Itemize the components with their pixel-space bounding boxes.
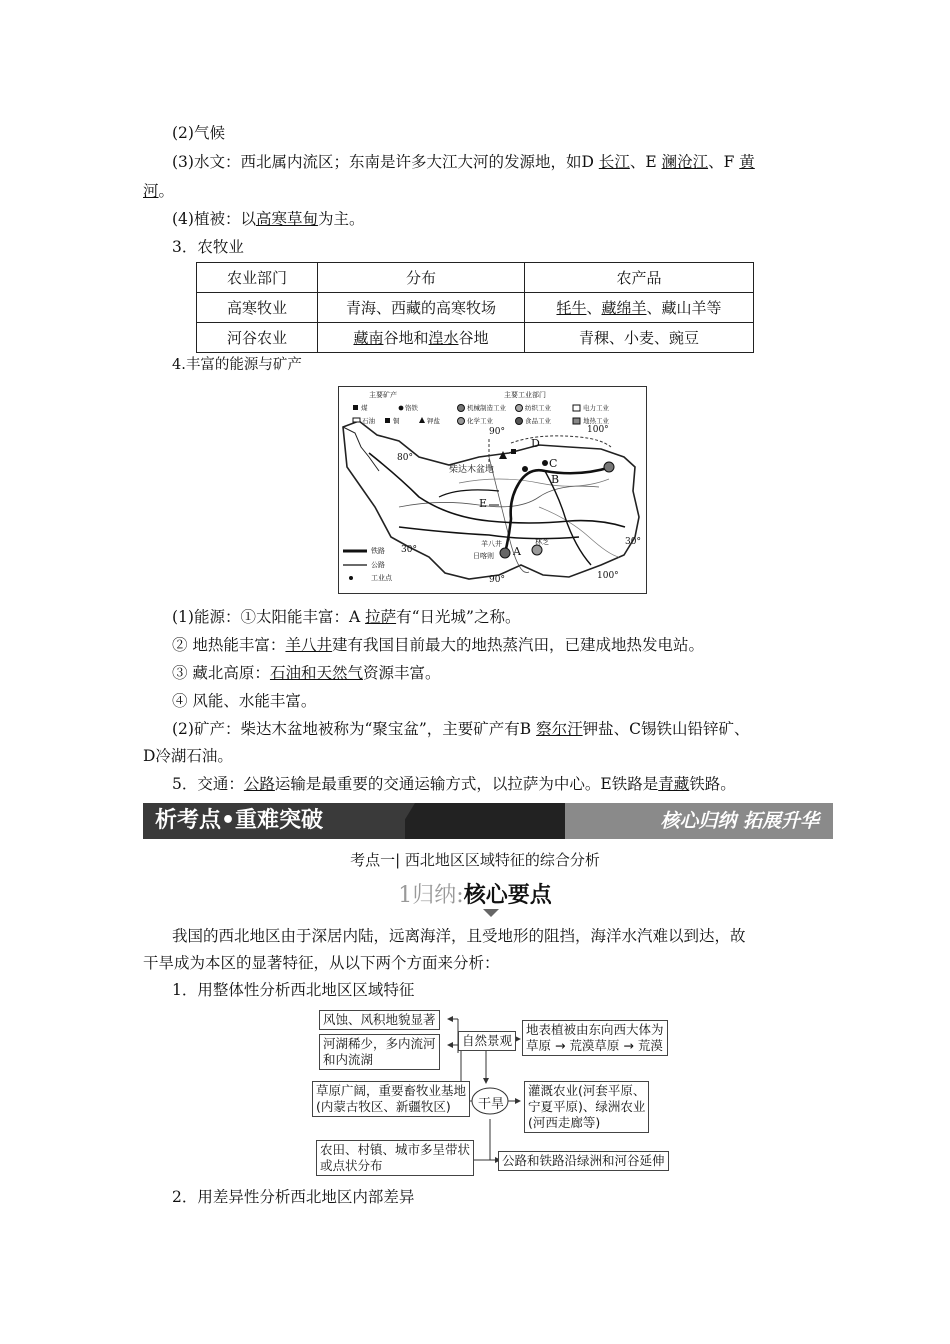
box-nature: 自然景观 xyxy=(458,1031,516,1051)
energy-2: ② 地热能丰富：羊八井建有我国目前最大的地热蒸汽田，已建成地热发电站。 xyxy=(172,636,704,654)
box-irrigation: 灌溉农业(河套平原、 宁夏平原)、绿洲农业 (河西走廊等) xyxy=(524,1081,649,1133)
legend-rail: 铁路 xyxy=(371,547,385,555)
legend-item: 石油 xyxy=(362,417,375,425)
lat-label: 30° xyxy=(625,537,641,547)
box-farmland: 农田、村镇、城市多呈带状 或点状分布 xyxy=(316,1140,474,1176)
legend-item: 机械制造工业 xyxy=(467,404,506,412)
part1-title: 1．用整体性分析西北地区区域特征 xyxy=(172,981,415,999)
banner-left: 析考点•重难突破 xyxy=(143,803,405,839)
intro-line-1: 我国的西北地区由于深居内陆，远离海洋，且受地形的阻挡，海洋水汽难以到达，故 xyxy=(172,927,746,945)
table-row xyxy=(197,293,754,323)
legend-item: 铜 xyxy=(393,417,400,425)
agri-title: 3．农牧业 xyxy=(172,238,244,256)
lon-label: 80° xyxy=(397,453,413,463)
intro-line-2: 干旱成为本区的显著特征，从以下两个方面来分析： xyxy=(143,954,500,972)
table-cell: 青稞、小麦、豌豆 xyxy=(525,323,754,353)
part2-title: 2．用差异性分析西北地区内部差异 xyxy=(172,1188,415,1206)
legend-item: 钾盐 xyxy=(427,417,440,425)
table-cell: 高寒牧业 xyxy=(197,293,318,323)
qinghai-tibet-map xyxy=(338,386,647,594)
hydrology-line: (3)水文：西北属内流区；东南是许多大江大河的发源地，如D 长江、E 澜沧江、F 黄 xyxy=(172,153,755,171)
section-banner xyxy=(143,803,833,839)
legend-minerals-title: 主要矿产 xyxy=(369,391,397,399)
energy-4: ④ 风能、水能丰富。 xyxy=(172,692,317,710)
table-row xyxy=(197,323,754,353)
energy-1: (1)能源：①太阳能丰富：A 拉萨有“日光城”之称。 xyxy=(172,608,521,626)
hydrology-line-2: 河。 xyxy=(143,182,175,200)
place-label: 日喀则 xyxy=(473,552,494,560)
vegetation-line: (4)植被：以高寒草甸为主。 xyxy=(172,210,365,228)
basin-label: 柴达木盆地 xyxy=(449,465,495,475)
table-header: 农产品 xyxy=(525,263,754,293)
energy-3: ③ 藏北高原：石油和天然气资源丰富。 xyxy=(172,664,441,682)
map-letter: A xyxy=(513,545,521,558)
table-cell: 河谷农业 xyxy=(197,323,318,353)
box-vegetation: 地表植被由东向西大体为 草原 → 荒漠草原 → 荒漠 xyxy=(522,1020,668,1056)
legend-item: 食品工业 xyxy=(525,417,551,425)
box-grazing: 草原广阔，重要畜牧业基地 (内蒙古牧区、新疆牧区) xyxy=(312,1081,470,1117)
legend-item: 纺织工业 xyxy=(525,404,551,412)
kaodian-title: 考点一| 西北地区区域特征的综合分析 xyxy=(350,851,600,869)
place-label: 羊八井 xyxy=(481,540,502,548)
diagram-center-dry: 干旱 xyxy=(478,1097,505,1112)
mineral-2: D冷湖石油。 xyxy=(143,747,233,765)
table-cell: 青海、西藏的高寒牧场 xyxy=(318,293,525,323)
box-wind-erosion: 风蚀、风积地貌显著 xyxy=(319,1010,440,1030)
lat-label: 30° xyxy=(401,545,417,555)
legend-item: 煤 xyxy=(361,404,368,412)
map-letter: B xyxy=(551,473,560,486)
legend-item: 化学工业 xyxy=(467,417,493,425)
legend-item: 铬铁 xyxy=(405,404,418,412)
banner-slant xyxy=(393,803,415,839)
down-triangle-icon xyxy=(483,909,499,917)
map-letter: E xyxy=(479,497,488,510)
box-rivers: 河湖稀少，多内流河 和内流湖 xyxy=(319,1034,440,1070)
legend-item: 电力工业 xyxy=(583,404,609,412)
guina-heading: 1归纳:核心要点 xyxy=(398,883,552,908)
mineral-1: (2)矿产：柴达木盆地被称为“聚宝盆”，主要矿产有B 察尔汗钾盐、C锡铁山铅锌矿、 xyxy=(172,720,750,738)
energy-title: 4.丰富的能源与矿产 xyxy=(172,357,302,373)
legend-road: 公路 xyxy=(371,561,385,569)
legend-industry-title: 主要工业部门 xyxy=(504,391,546,399)
agri-table xyxy=(196,262,754,353)
lon-label: 100° xyxy=(597,571,619,581)
table-header: 分布 xyxy=(318,263,525,293)
box-roads: 公路和铁路沿绿洲和河谷延伸 xyxy=(498,1151,669,1171)
place-label: 林芝 xyxy=(535,538,549,546)
lon-label: 90° xyxy=(489,575,505,585)
legend-item: 地热工业 xyxy=(583,417,609,425)
table-header: 农业部门 xyxy=(197,263,318,293)
legend-point: 工业点 xyxy=(371,574,392,582)
map-letter: C xyxy=(549,457,558,470)
transport-line: 5．交通：公路运输是最重要的交通运输方式，以拉萨为中心。E铁路是青藏铁路。 xyxy=(172,775,736,793)
lon-label: 90° xyxy=(489,427,505,437)
map-letter: D xyxy=(531,437,540,450)
banner-right: 核心归纳 拓展升华 xyxy=(565,803,833,839)
table-cell: 藏南谷地和湟水谷地 xyxy=(318,323,525,353)
lon-label: 100° xyxy=(587,425,609,435)
climate-line: (2)气候 xyxy=(172,124,225,142)
table-header-row xyxy=(197,263,754,293)
table-cell: 牦牛、藏绵羊、藏山羊等 xyxy=(525,293,754,323)
